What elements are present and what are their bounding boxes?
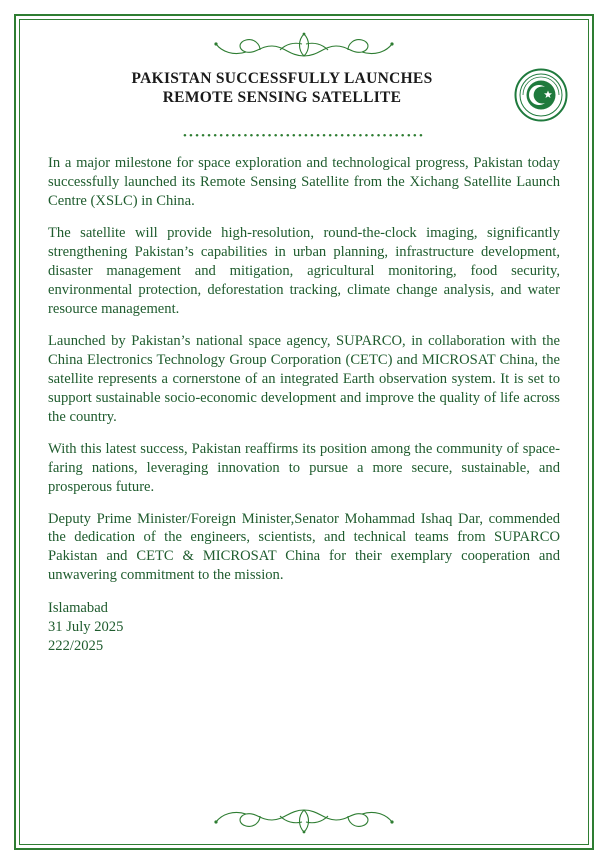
paragraph-1: In a major milestone for space exploration and technological progress, Pakistan today successfully launched its Remote Sensing Satellite from the Xichang Satellite Launch Centre (XSLC) in China. [48,155,560,209]
document-content [48,66,560,804]
page-title [48,66,560,108]
title-divider: •••••••••••••••••••••••••••••••••••••••• [182,131,426,142]
ministry-emblem-icon [514,68,568,122]
document-header [48,66,560,124]
paragraph-2: The satellite will provide high-resolution, round-the-clock imaging, significantly strengthening Pakistan’s capabilities in urban planning, infrastructure development, disaster management and mitigation, agricultural monitoring, food security, environmental protection, deforestation tracking, climate change analysis, and water resource management. [48,224,560,317]
document-footer [48,599,560,655]
footer-reference: 222/2025 [48,637,104,654]
page-title-line-2: REMOTE SENSING SATELLITE [162,88,402,106]
press-release-body [48,154,560,585]
paragraph-3: Launched by Pakistan’s national space agency, SUPARCO, in collaboration with the China Electronics Technology Group Corporation (CETC) and MICROSAT China, the satellite represents a cornerstone of an integrated Earth observation system. It is set to support sustainable socio-economic development and improve the quality of life across the country. [48,332,560,425]
paragraph-5: Deputy Prime Minister/Foreign Minister,Senator Mohammad Ishaq Dar, commended the dedication of the engineers, scientists, and technical teams from SUPARCO Pakistan and CETC & MICROSAT China for their exemplary cooperation and unwavering commitment to the mission. [48,510,560,584]
footer-date: 31 July 2025 [48,619,124,636]
page-title-line-1: PAKISTAN SUCCESSFULLY LAUNCHES [131,70,433,87]
footer-place: Islamabad [48,600,108,617]
paragraph-4: With this latest success, Pakistan reaffirms its position among the community of space-faring nations, leveraging innovation to pursue a more secure, sustainable, and prosperous future. [48,440,560,495]
